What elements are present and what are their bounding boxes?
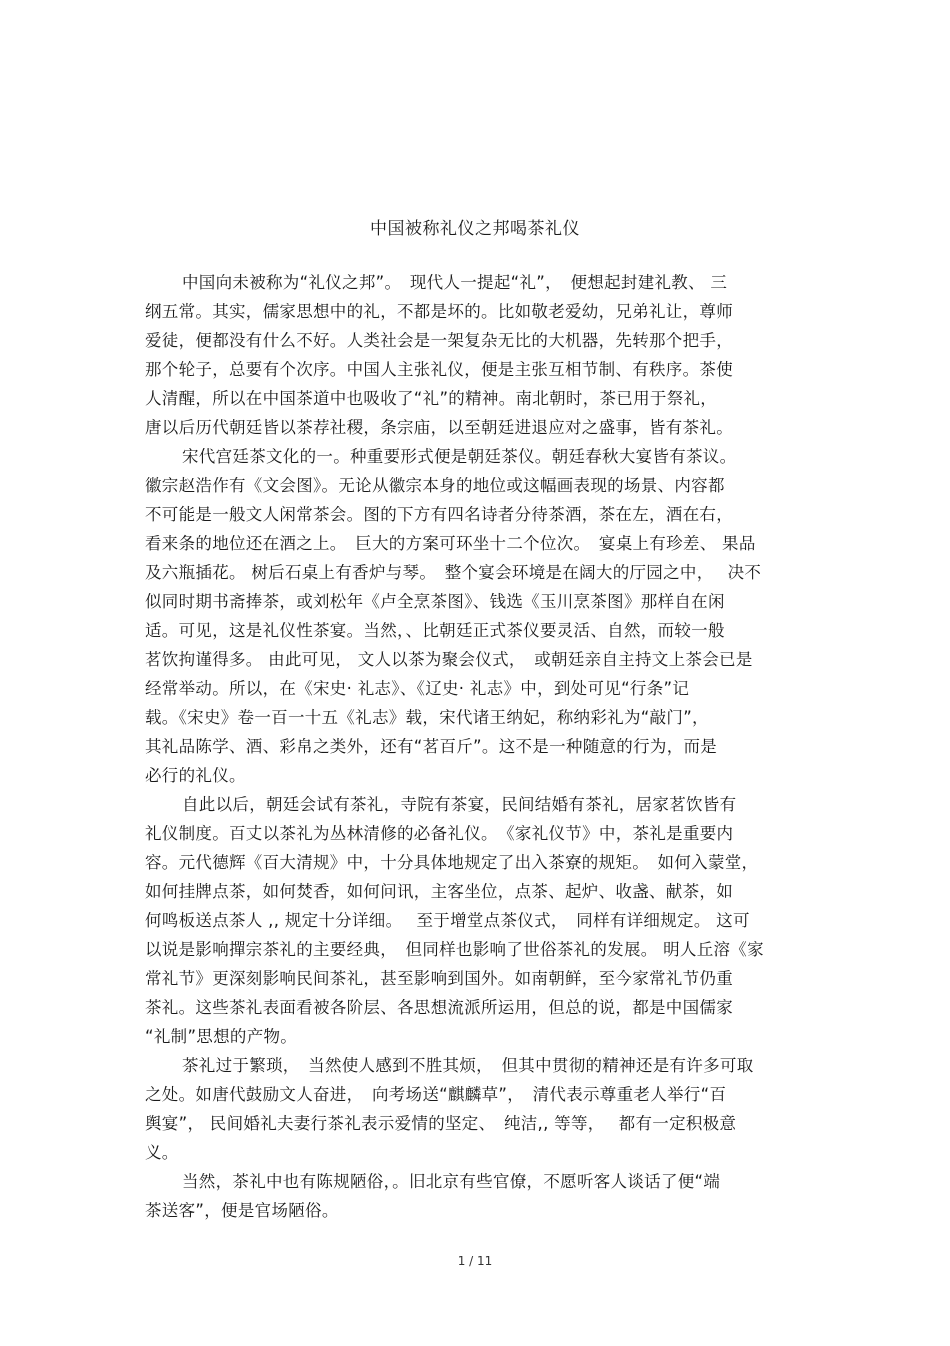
text-line: 茶送客”，便是官场陋俗。: [145, 1201, 339, 1220]
text-line: 之处。如唐代鼓励文人奋进， 向考场送“麒麟草”， 清代表示尊重老人举行“百: [145, 1085, 727, 1104]
text-line: 不可能是一般文人闲常茶会。图的下方有四名诗者分待茶酒，茶在左，酒在右，: [145, 505, 733, 524]
text-line: 茶礼过于繁琐， 当然使人感到不胜其烦， 但其中贯彻的精神还是有许多可取: [182, 1056, 754, 1075]
text-line: 义。: [145, 1143, 179, 1162]
text-line: “礼制”思想的产物。: [145, 1027, 298, 1046]
text-line: 容。元代德辉《百大清规》中，十分具体地规定了出入茶寮的规矩。 如何入蒙堂，: [145, 853, 759, 872]
text-line: 爱徒，便都没有什么不好。人类社会是一架复杂无比的大机器，先转那个把手，: [145, 331, 733, 350]
text-line: 载。《宋史》卷一百一十五《礼志》载，宋代诸王纳妃，称纳彩礼为“敲门”，: [145, 708, 709, 727]
text-line: 那个轮子，总要有个次序。中国人主张礼仪，便是主张互相节制、有秩序。茶使: [145, 360, 733, 379]
text-line: 宋代宫廷茶文化的一。种重要形式便是朝廷茶仪。朝廷春秋大宴皆有茶议。: [182, 447, 737, 466]
text-line: 中国向未被称为“礼仪之邦”。 现代人一提起“礼”， 便想起封建礼教、 三: [182, 273, 728, 292]
text-line: 适。可见，这是礼仪性茶宴。当然，、比朝廷正式茶仪要灵活、自然，而较一般: [145, 621, 725, 640]
text-line: 常礼节》更深刻影响民间茶礼，甚至影响到国外。如南朝鲜，至今家常礼节仍重: [145, 969, 733, 988]
text-line: 唐以后历代朝廷皆以茶荐社稷，条宗庙，以至朝廷进退应对之盛事，皆有茶礼。: [145, 418, 733, 437]
text-line: 纲五常。其实，儒家思想中的礼，不都是坏的。比如敬老爱幼，兄弟礼让，尊师: [145, 302, 733, 321]
document-body: [145, 268, 815, 1225]
document-title: 中国被称礼仪之邦喝茶礼仪: [370, 219, 580, 239]
text-line: 舆宴”， 民间婚礼夫妻行茶礼表示爱情的坚定、 纯洁,, 等等， 都有一定积极意: [145, 1114, 737, 1133]
text-line: 及六瓶插花。 树后石桌上有香炉与琴。 整个宴会环境是在阔大的厅园之中， 决不: [145, 563, 762, 582]
text-line: 看来条的地位还在酒之上。 巨大的方案可环坐十二个位次。 宴桌上有珍差、 果品: [145, 534, 756, 553]
text-line: 必行的礼仪。: [145, 766, 246, 785]
text-line: 经常举动。所以，在《宋史· 礼志》、《辽史· 礼志》中，到处可见“行条”记: [145, 679, 690, 698]
page-number: 1 / 11: [457, 1254, 493, 1268]
text-line: 以说是影响撣宗茶礼的主要经典， 但同样也影响了世俗茶礼的发展。 明人丘溶《家: [145, 940, 764, 959]
text-line: 自此以后，朝廷会试有茶礼，寺院有茶宴，民间结婚有茶礼，居家茗饮皆有: [182, 795, 737, 814]
text-line: 如何挂牌点茶，如何焚香，如何问讯，主客坐位，点茶、起炉、收盏、献茶，如: [145, 882, 733, 901]
text-line: 徽宗赵浩作有《文会图》。无论从徽宗本身的地位或这幅画表现的场景、内容都: [145, 476, 725, 495]
text-line: 人清醒，所以在中国茶道中也吸收了“礼”的精神。南北朝时，茶已用于祭礼，: [145, 389, 718, 408]
text-line: 茶礼。这些茶礼表面看被各阶层、各思想流派所运用，但总的说，都是中国儒家: [145, 998, 733, 1017]
text-line: 当然，茶礼中也有陈规陋俗，。旧北京有些官僚，不愿听客人谈话了便“端: [182, 1172, 721, 1191]
text-line: 何鸣板送点茶人 ,, 规定十分详细。 至于增堂点茶仪式， 同样有详细规定。 这可: [145, 911, 750, 930]
text-line: 其礼品陈学、酒、彩帛之类外，还有“茗百斤”。这不是一种随意的行为，而是: [145, 737, 718, 756]
text-line: 礼仪制度。百丈以茶礼为丛林清修的必备礼仪。 《家礼仪节》中，茶礼是重要内: [145, 824, 734, 843]
text-line: 似同时期书斋捧茶，或刘松年《卢全烹茶图》、钱选《玉川烹茶图》那样自在闲: [145, 592, 725, 611]
text-line: 茗饮拘谨得多。 由此可见， 文人以茶为聚会仪式， 或朝廷亲自主持文上茶会已是: [145, 650, 753, 669]
